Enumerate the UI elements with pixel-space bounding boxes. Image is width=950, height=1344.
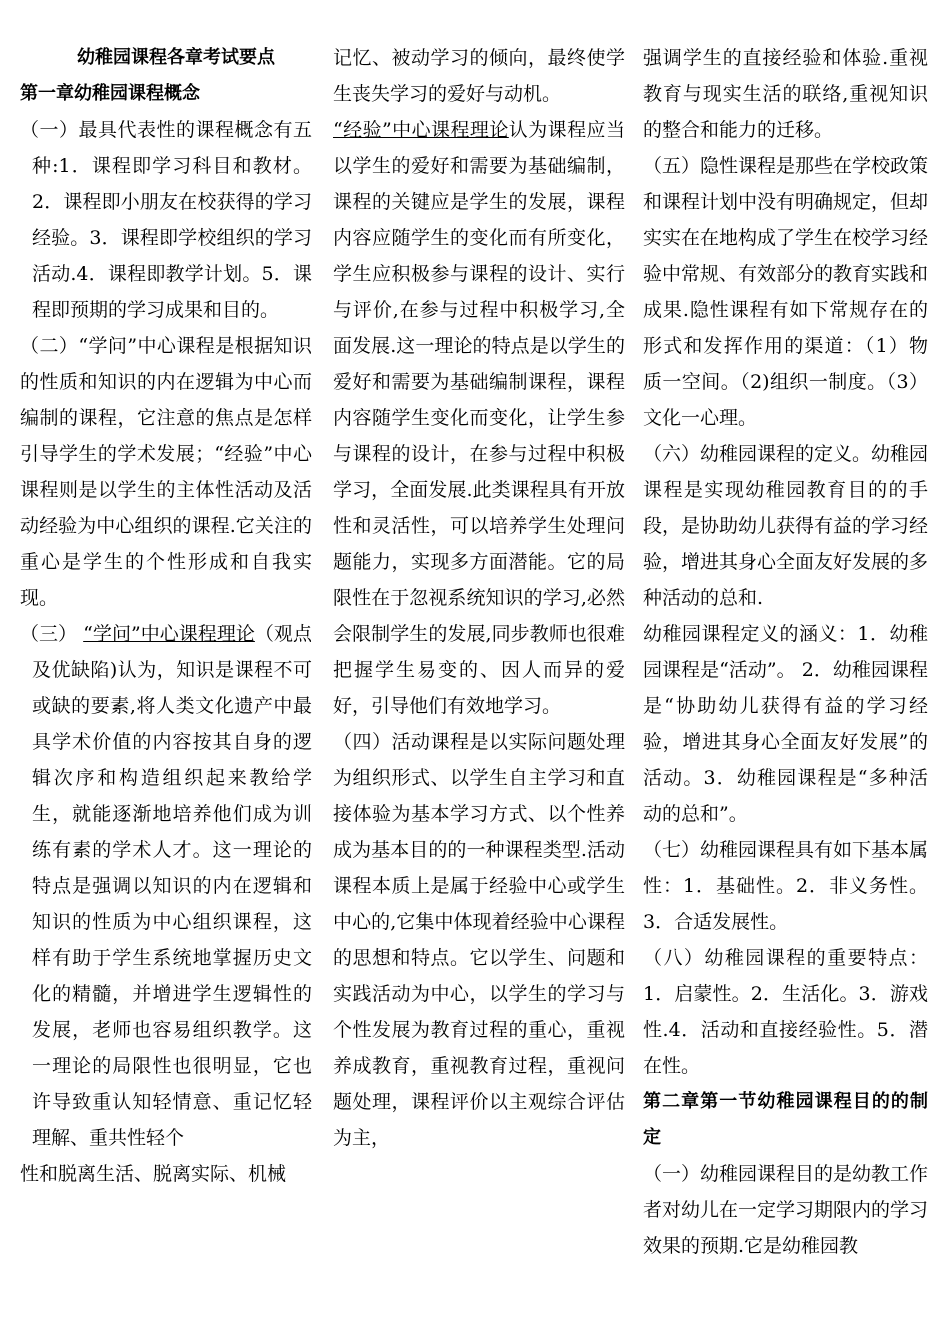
chapter-1-title: 第一章幼稚园课程概念 xyxy=(20,83,200,104)
paragraph: （六）幼稚园课程的定义。幼稚园课程是实现幼稚园教育目的的手段，是协助幼儿获得有益的学习经验，增进其身心全面友好发展的多种活动的总和. xyxy=(643,443,929,609)
paragraph-text: 认为课程应当以学生的爱好和需要为基础编制，课程的关键应是学生的发展，课程内容应随学生的变化而有所变化，学生应积极参与课程的设计、实行与评价,在参与过程中积极学习,全面发展.这一理论的特点是以学生的爱好和需要为基础编制课程，课程内容随学生变化而变化，让学生参与课程的设计，在参与过程中积极学习，全面发展.此类课程具有开放性和灵活性，可以培养学生处理问题能力，实现多方面潜能。它的局限性在于忽视系统知识的学习,必然会限制学生的发展,同步教师也很难把握学生易变的、因人而异的爱好，引导他们有效地学习。 xyxy=(333,119,625,717)
paragraph: （四）活动课程是以实际问题处理为组织形式、以学生自主学习和直接体验为基本学习方式、以个性养成为基本目的的一种课程类型.活动课程本质上是属于经验中心或学生中心的,它集中体现着经验中心课程的思想和特点。它以学生、问题和实践活动为中心，以学生的学习与个性发展为教育过程的重心，重视养成教育，重视教育过程，重视问题处理，课程评价以主观综合评估为主， xyxy=(333,731,625,1149)
underlined-term: “学问”中心课程理论 xyxy=(83,623,255,645)
paragraph xyxy=(333,112,625,724)
column-1 xyxy=(20,40,312,1192)
paragraph: （七）幼稚园课程具有如下基本属性：1．基础性。2．非义务性。3．合适发展性。 xyxy=(643,839,929,933)
paragraph: （八）幼稚园课程的重要特点：1．启蒙性。2．生活化。3．游戏性.4．活动和直接经验性。5．潜在性。 xyxy=(643,947,928,1077)
chapter-2-title: 第二章第一节幼稚园课程目的的制定 xyxy=(643,1091,928,1148)
paragraph: （五）隐性课程是那些在学校政策和课程计划中没有明确规定，但却实实在在地构成了学生在校学习经验中常规、有效部分的教育实践和成果.隐性课程有如下常规存在的形式和发挥作用的渠道：（1）物质一空间。（2)组织一制度。（3）文化一心理。 xyxy=(643,155,929,429)
paragraph: 性和脱离生活、脱离实际、机械 xyxy=(20,1163,287,1185)
paragraph xyxy=(20,616,312,1156)
paragraph: 强调学生的直接经验和体验.重视教育与现实生活的联络,重视知识的整合和能力的迁移。 xyxy=(643,47,928,141)
underlined-term: “经验”中心课程理论 xyxy=(333,119,509,141)
column-2 xyxy=(333,40,625,1156)
paragraph: （一）最具代表性的课程概念有五种:1．课程即学习科目和教材。2．课程即小朋友在校获得的学习经验。3．课程即学校组织的学习活动.4．课程即教学计划。5．课程即预期的学习成果和目的。 xyxy=(20,119,312,321)
paragraph: 幼稚园课程定义的涵义：1．幼稚园课程是“活动”。 2．幼稚园课程是“协助幼儿获得有益的学习经验，增进其身心全面友好发展”的活动。3．幼稚园课程是“多种活动的总和”。 xyxy=(643,623,928,825)
document-title: 幼稚园课程各章考试要点 xyxy=(77,47,275,68)
paragraph: （二）“学问”中心课程是根据知识的性质和知识的内在逻辑为中心而编制的课程，它注意的焦点是怎样引导学生的学术发展；“经验”中心课程则是以学生的主体性活动及活动经验为中心组织的课程.它关注的重心是学生的个性形成和自我实现。 xyxy=(20,335,312,609)
paragraph-text: （观点及优缺陷)认为，知识是课程不可或缺的要素,将人类文化遗产中最具学术价值的内容按其自身的逻辑次序和构造组织起来教给学生，就能逐渐地培养他们成为训练有素的学术人才。这一理论的特点是强调以知识的内在逻辑和知识的性质为中心组织课程，这样有助于学生系统地掌握历史文化的精髓，并增进学生逻辑性的发展，老师也容易组织教学。这一理论的局限性也很明显，它也许导致重认知轻情意、重记忆轻理解、重共性轻个 xyxy=(32,623,312,1149)
column-3 xyxy=(643,40,928,1264)
paragraph: 记忆、被动学习的倾向，最终使学生丧失学习的爱好与动机。 xyxy=(333,47,625,105)
paragraph: （一）幼稚园课程目的是幼教工作者对幼儿在一定学习期限内的学习效果的预期.它是幼稚园教 xyxy=(643,1163,929,1257)
paragraph-prefix: （三） xyxy=(20,623,78,645)
